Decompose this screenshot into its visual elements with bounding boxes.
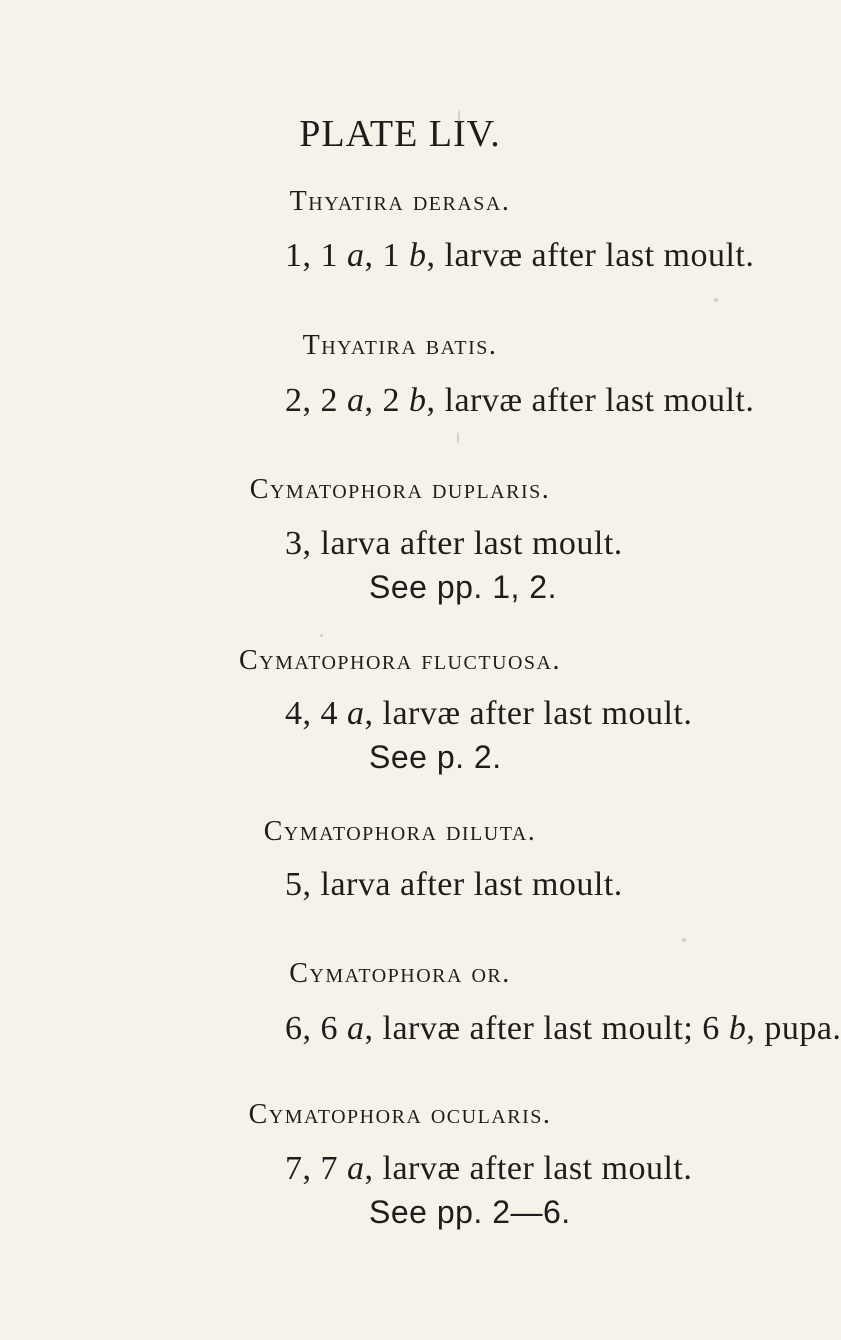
species-heading-cymatophora-or: Cymatophora or. <box>289 958 511 989</box>
entry-line-6: 6, 6 a, larvæ after last moult; 6 b, pupa. <box>285 1010 841 1047</box>
paper-speck <box>457 432 459 444</box>
paper-speck <box>458 110 460 124</box>
page-reference-3: See pp. 1, 2. <box>369 569 557 605</box>
species-heading-thyatira-derasa: Thyatira derasa. <box>289 186 511 217</box>
entry-line-3: 3, larva after last moult. <box>285 525 623 562</box>
paper-speck <box>714 298 718 302</box>
entry-line-1: 1, 1 a, 1 b, larvæ after last moult. <box>285 237 755 274</box>
entry-line-2: 2, 2 a, 2 b, larvæ after last moult. <box>285 382 755 419</box>
paper-speck <box>682 938 686 942</box>
species-heading-cymatophora-ocularis: Cymatophora ocularis. <box>248 1099 552 1130</box>
species-heading-cymatophora-fluctuosa: Cymatophora fluctuosa. <box>238 645 561 676</box>
page-reference-7: See pp. 2—6. <box>369 1194 571 1230</box>
paper-speck <box>320 634 323 637</box>
species-heading-cymatophora-duplaris: Cymatophora duplaris. <box>249 474 551 505</box>
plate-title: PLATE LIV. <box>299 113 501 155</box>
species-heading-thyatira-batis: Thyatira batis. <box>302 330 498 361</box>
page-reference-4: See p. 2. <box>369 739 502 775</box>
entry-line-4: 4, 4 a, larvæ after last moult. <box>285 695 693 732</box>
species-heading-cymatophora-diluta: Cymatophora diluta. <box>263 816 537 847</box>
entry-line-5: 5, larva after last moult. <box>285 866 623 903</box>
entry-line-7: 7, 7 a, larvæ after last moult. <box>285 1150 693 1187</box>
